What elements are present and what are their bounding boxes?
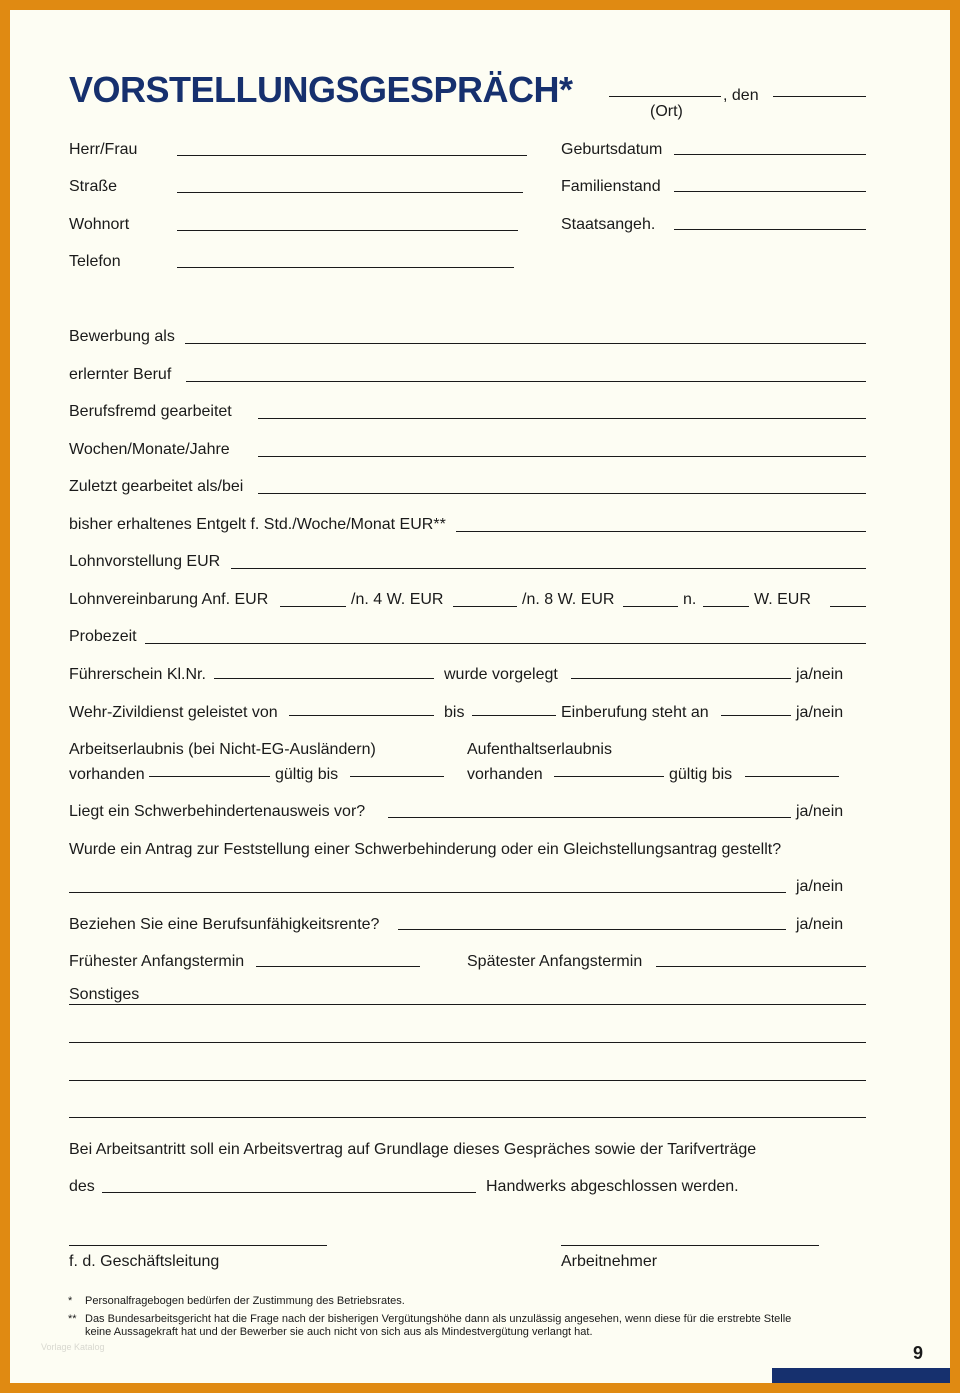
aufenthaltserlaubnis-label: Aufenthaltserlaubnis (467, 741, 612, 758)
entgelt-label: bisher erhaltenes Entgelt f. Std./Woche/Monat EUR** (69, 516, 446, 533)
page-number: 9 (913, 1343, 924, 1363)
form-page (10, 10, 950, 1383)
aufenthalt-vorhanden-label: vorhanden (467, 766, 543, 783)
lohnvorstellung-field[interactable] (231, 568, 866, 569)
spaetester-field[interactable] (656, 966, 866, 967)
berufsfremd-label: Berufsfremd gearbeitet (69, 403, 232, 420)
signature-arbeitnehmer-line[interactable] (561, 1245, 819, 1246)
lohn-n4-label: /n. 4 W. EUR (351, 591, 444, 608)
aufenthalt-vorhanden-field[interactable] (554, 776, 664, 777)
wehrdienst-von-field[interactable] (289, 715, 434, 716)
schwerbehindert-field[interactable] (388, 817, 791, 818)
lohn-anf-field[interactable] (280, 606, 346, 607)
lohnvorstellung-label: Lohnvorstellung EUR (69, 553, 221, 570)
wehrdienst-bis-field[interactable] (472, 715, 556, 716)
footnote-1: Personalfragebogen bedürfen der Zustimmung des Betriebsrates. (85, 1295, 405, 1307)
ort-field[interactable] (609, 96, 721, 97)
wehrdienst-bis-label: bis (444, 704, 465, 721)
date-field[interactable] (773, 96, 866, 97)
fuehrerschein-label: Führerschein Kl.Nr. (69, 666, 206, 683)
lohn-n-field[interactable] (703, 606, 749, 607)
zuletzt-label: Zuletzt gearbeitet als/bei (69, 478, 244, 495)
aufenthalt-gueltig-field[interactable] (745, 776, 839, 777)
berufsfremd-field[interactable] (258, 418, 866, 419)
antrag-field[interactable] (69, 892, 786, 893)
erlernter-beruf-label: erlernter Beruf (69, 366, 172, 383)
sonstiges-line-1[interactable] (69, 1004, 866, 1005)
signature-geschaeftsleitung-line[interactable] (69, 1245, 327, 1246)
ort-label: (Ort) (650, 103, 683, 120)
telefon-label: Telefon (69, 253, 121, 270)
wochen-label: Wochen/Monate/Jahre (69, 441, 230, 458)
zuletzt-field[interactable] (258, 493, 866, 494)
berufsunfaehig-label: Beziehen Sie eine Berufsunfähigkeitsrente? (69, 916, 380, 933)
probezeit-label: Probezeit (69, 628, 137, 645)
arbeitnehmer-label: Arbeitnehmer (561, 1253, 658, 1270)
spaetester-label: Spätester Anfangstermin (467, 953, 643, 970)
handwerk-field[interactable] (102, 1192, 476, 1193)
familienstand-field[interactable] (674, 191, 866, 192)
wohnort-field[interactable] (177, 230, 518, 231)
watermark: Vorlage Katalog (41, 1342, 105, 1352)
strasse-field[interactable] (177, 192, 523, 193)
arbeitserlaubnis-vorhanden-label: vorhanden (69, 766, 145, 783)
entgelt-field[interactable] (456, 531, 866, 532)
geburtsdatum-label: Geburtsdatum (561, 141, 663, 158)
staatsangeh-label: Staatsangeh. (561, 216, 656, 233)
berufsunfaehig-ja-nein: ja/nein (796, 916, 844, 933)
sonstiges-line-3[interactable] (69, 1080, 866, 1081)
fuehrerschein-ja-nein: ja/nein (796, 666, 844, 683)
bewerbung-als-field[interactable] (185, 343, 866, 344)
fruehester-field[interactable] (256, 966, 420, 967)
footnote-2-marker: ** (68, 1313, 77, 1325)
einberufung-field[interactable] (721, 715, 791, 716)
handwerks-label: Handwerks abgeschlossen werden. (486, 1178, 739, 1195)
den-label: , den (723, 87, 759, 104)
lohn-w-eur-label: W. EUR (754, 591, 811, 608)
lohn-n8-label: /n. 8 W. EUR (522, 591, 615, 608)
antrag-label: Wurde ein Antrag zur Feststellung einer Schwerbehinderung oder ein Gleichstellungsantrag gestellt? (69, 841, 782, 858)
arbeitserlaubnis-gueltig-label: gültig bis (275, 766, 339, 783)
fuehrerschein-field[interactable] (214, 678, 434, 679)
footnote-2-line-2: keine Aussagekraft hat und der Bewerber sie auch nicht von sich aus als Mindestvergütung verlangt hat. (85, 1326, 593, 1338)
sonstiges-line-2[interactable] (69, 1042, 866, 1043)
lohnvereinbarung-label: Lohnvereinbarung Anf. EUR (69, 591, 269, 608)
strasse-label: Straße (69, 178, 118, 195)
herr-frau-field[interactable] (177, 155, 527, 156)
des-label: des (69, 1178, 95, 1195)
lohn-n8-field[interactable] (623, 606, 678, 607)
footnote-1-marker: * (68, 1295, 73, 1307)
wochen-field[interactable] (258, 456, 866, 457)
arbeitserlaubnis-label: Arbeitserlaubnis (bei Nicht-EG-Ausländern) (69, 741, 376, 758)
form-title: VORSTELLUNGSGESPRÄCH* (69, 69, 573, 110)
aufenthalt-gueltig-label: gültig bis (669, 766, 733, 783)
arbeitserlaubnis-gueltig-field[interactable] (350, 776, 444, 777)
einberufung-label: Einberufung steht an (561, 704, 709, 721)
arbeitserlaubnis-vorhanden-field[interactable] (149, 776, 270, 777)
lohn-n-label: n. (683, 591, 697, 608)
probezeit-field[interactable] (145, 643, 866, 644)
schwerbehindert-label: Liegt ein Schwerbehindertenausweis vor? (69, 803, 366, 820)
sonstiges-line-4[interactable] (69, 1117, 866, 1118)
geschaeftsleitung-label: f. d. Geschäftsleitung (69, 1253, 220, 1270)
bewerbung-als-label: Bewerbung als (69, 328, 175, 345)
lohn-w-eur-field[interactable] (830, 606, 866, 607)
schwerbehindert-ja-nein: ja/nein (796, 803, 844, 820)
erlernter-beruf-field[interactable] (186, 381, 866, 382)
wurde-vorgelegt-field[interactable] (571, 678, 791, 679)
familienstand-label: Familienstand (561, 178, 661, 195)
lohn-n4-field[interactable] (453, 606, 517, 607)
berufsunfaehig-field[interactable] (398, 929, 786, 930)
closing-sentence: Bei Arbeitsantritt soll ein Arbeitsvertrag auf Grundlage dieses Gespräches sowie der Tarifverträge (69, 1141, 757, 1158)
wohnort-label: Wohnort (69, 216, 130, 233)
geburtsdatum-field[interactable] (674, 154, 866, 155)
staatsangeh-field[interactable] (674, 229, 866, 230)
wurde-vorgelegt-label: wurde vorgelegt (444, 666, 558, 683)
fruehester-label: Frühester Anfangstermin (69, 953, 245, 970)
einberufung-ja-nein: ja/nein (796, 704, 844, 721)
sonstiges-label: Sonstiges (69, 986, 140, 1003)
antrag-ja-nein: ja/nein (796, 878, 844, 895)
footnote-2-line-1: Das Bundesarbeitsgericht hat die Frage nach der bisherigen Vergütungshöhe dann als unzulässig angesehen, wenn diese für die erstrebte Stelle (85, 1313, 792, 1325)
telefon-field[interactable] (177, 267, 514, 268)
herr-frau-label: Herr/Frau (69, 141, 138, 158)
wehrdienst-label: Wehr-Zivildienst geleistet von (69, 704, 278, 721)
footer-bar (772, 1368, 950, 1383)
